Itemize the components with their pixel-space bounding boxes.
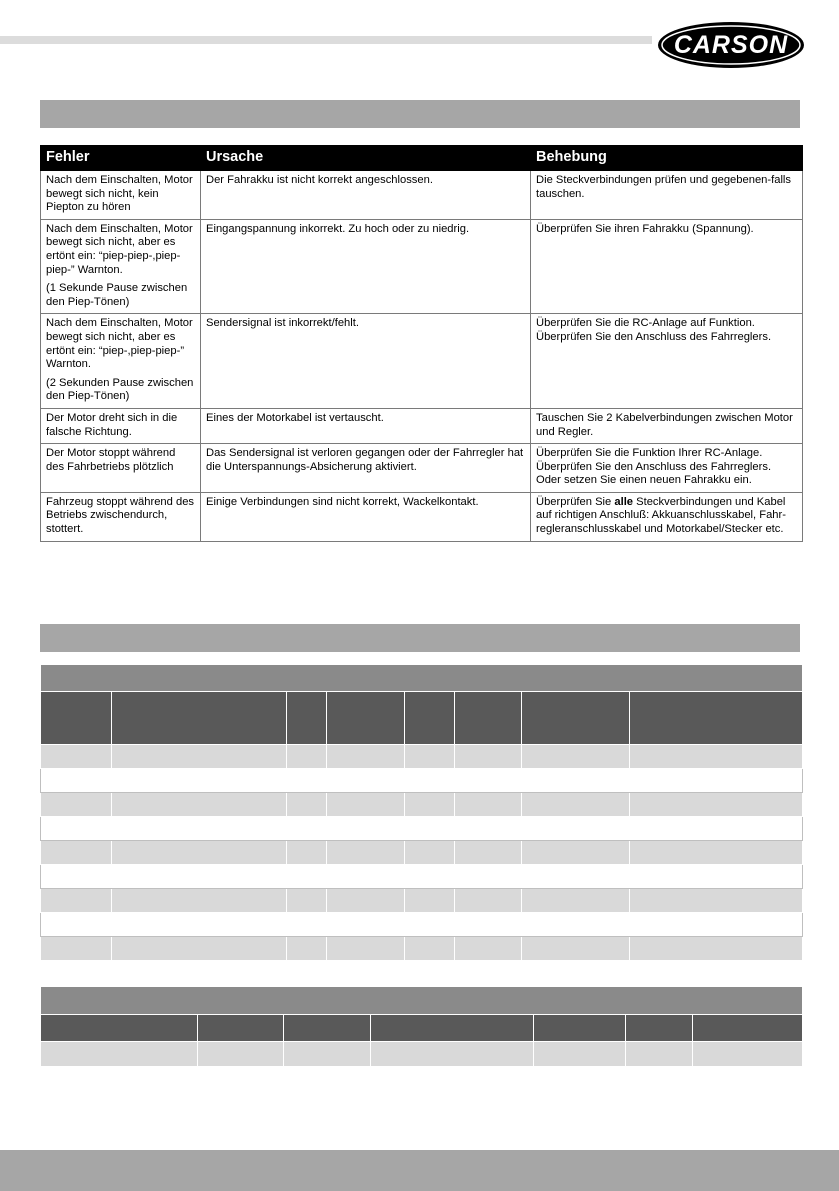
spec-table — [40, 664, 803, 961]
table-row — [41, 408, 803, 443]
fehler-cell: Nach dem Einschalten, Motor bewegt sich nicht, aber es ertönt ein: “piep-,piep-piep-” Warnton. (2 Sekunden Pause zwischen den Piep-Tönen) — [41, 314, 201, 409]
table-row — [41, 171, 803, 220]
table-row — [41, 314, 803, 409]
header-rule — [0, 36, 652, 44]
table-row — [41, 937, 803, 961]
table-row — [41, 865, 803, 889]
table-row — [41, 793, 803, 817]
spec-table-2-header-row — [41, 1015, 803, 1042]
ursache-cell: Der Fahrakku ist nicht korrekt angeschlossen. — [201, 171, 531, 220]
ursache-cell: Einige Verbindungen sind nicht korrekt, Wackelkontakt. — [201, 492, 531, 541]
troubleshooting-table — [40, 145, 803, 542]
table-row — [41, 444, 803, 493]
ursache-cell: Das Sendersignal ist verloren gegangen oder der Fahrregler hat die Unterspannungs-Absicherung aktiviert. — [201, 444, 531, 493]
logo-wordmark: CARSON — [673, 31, 789, 59]
table-row — [41, 841, 803, 865]
header-ursache: Ursache — [201, 146, 531, 171]
header-behebung: Behebung — [531, 146, 803, 171]
carson-logo — [656, 20, 806, 70]
header-fehler: Fehler — [41, 146, 201, 171]
table-row — [41, 745, 803, 769]
fehler-cell: Der Motor dreht sich in die falsche Richtung. — [41, 408, 201, 443]
table-row — [41, 817, 803, 841]
fehler-cell: Nach dem Einschalten, Motor bewegt sich nicht, aber es ertönt ein: “piep-piep-,piep-piep-” Warnton. (1 Sekunde Pause zwischen den Piep-Tönen) — [41, 219, 201, 314]
behebung-cell: Überprüfen Sie alle Steckverbindungen und Kabel auf richtigen Anschluß: Akkuanschlusskabel, Fahr-regleranschlusskabel und Motorkabel/Stecker etc. — [531, 492, 803, 541]
spec-table-2 — [40, 986, 803, 1067]
spec-table-title-row — [41, 665, 803, 692]
table-row — [41, 1042, 803, 1067]
ursache-cell: Sendersignal ist inkorrekt/fehlt. — [201, 314, 531, 409]
table-header-row — [41, 146, 803, 171]
ursache-cell: Eines der Motorkabel ist vertauscht. — [201, 408, 531, 443]
behebung-cell: Überprüfen Sie die RC-Anlage auf Funktion. Überprüfen Sie den Anschluss des Fahrreglers. — [531, 314, 803, 409]
table-row — [41, 889, 803, 913]
behebung-cell: Überprüfen Sie ihren Fahrakku (Spannung). — [531, 219, 803, 314]
behebung-cell: Die Steckverbindungen prüfen und gegebenen-falls tauschen. — [531, 171, 803, 220]
emphasis-alle: alle — [614, 495, 634, 508]
footer-bar — [0, 1150, 839, 1191]
fehler-cell: Fahrzeug stoppt während des Betriebs zwischendurch, stottert. — [41, 492, 201, 541]
ursache-cell: Eingangspannung inkorrekt. Zu hoch oder zu niedrig. — [201, 219, 531, 314]
behebung-cell: Tauschen Sie 2 Kabelverbindungen zwischen Motor und Regler. — [531, 408, 803, 443]
table-row — [41, 492, 803, 541]
table-row — [41, 769, 803, 793]
table-row — [41, 913, 803, 937]
spec-table-2-title-row — [41, 987, 803, 1015]
fehler-cell: Der Motor stoppt während des Fahrbetriebs plötzlich — [41, 444, 201, 493]
section-bar-troubleshooting — [40, 100, 800, 128]
section-bar-specifications — [40, 624, 800, 652]
behebung-cell: Überprüfen Sie die Funktion Ihrer RC-Anlage. Überprüfen Sie den Anschluss des Fahrreglers. Oder setzen Sie einen neuen Fahrakku ein. — [531, 444, 803, 493]
table-row — [41, 219, 803, 314]
spec-table-header-row — [41, 692, 803, 745]
fehler-cell: Nach dem Einschalten, Motor bewegt sich nicht, kein Piepton zu hören — [41, 171, 201, 220]
